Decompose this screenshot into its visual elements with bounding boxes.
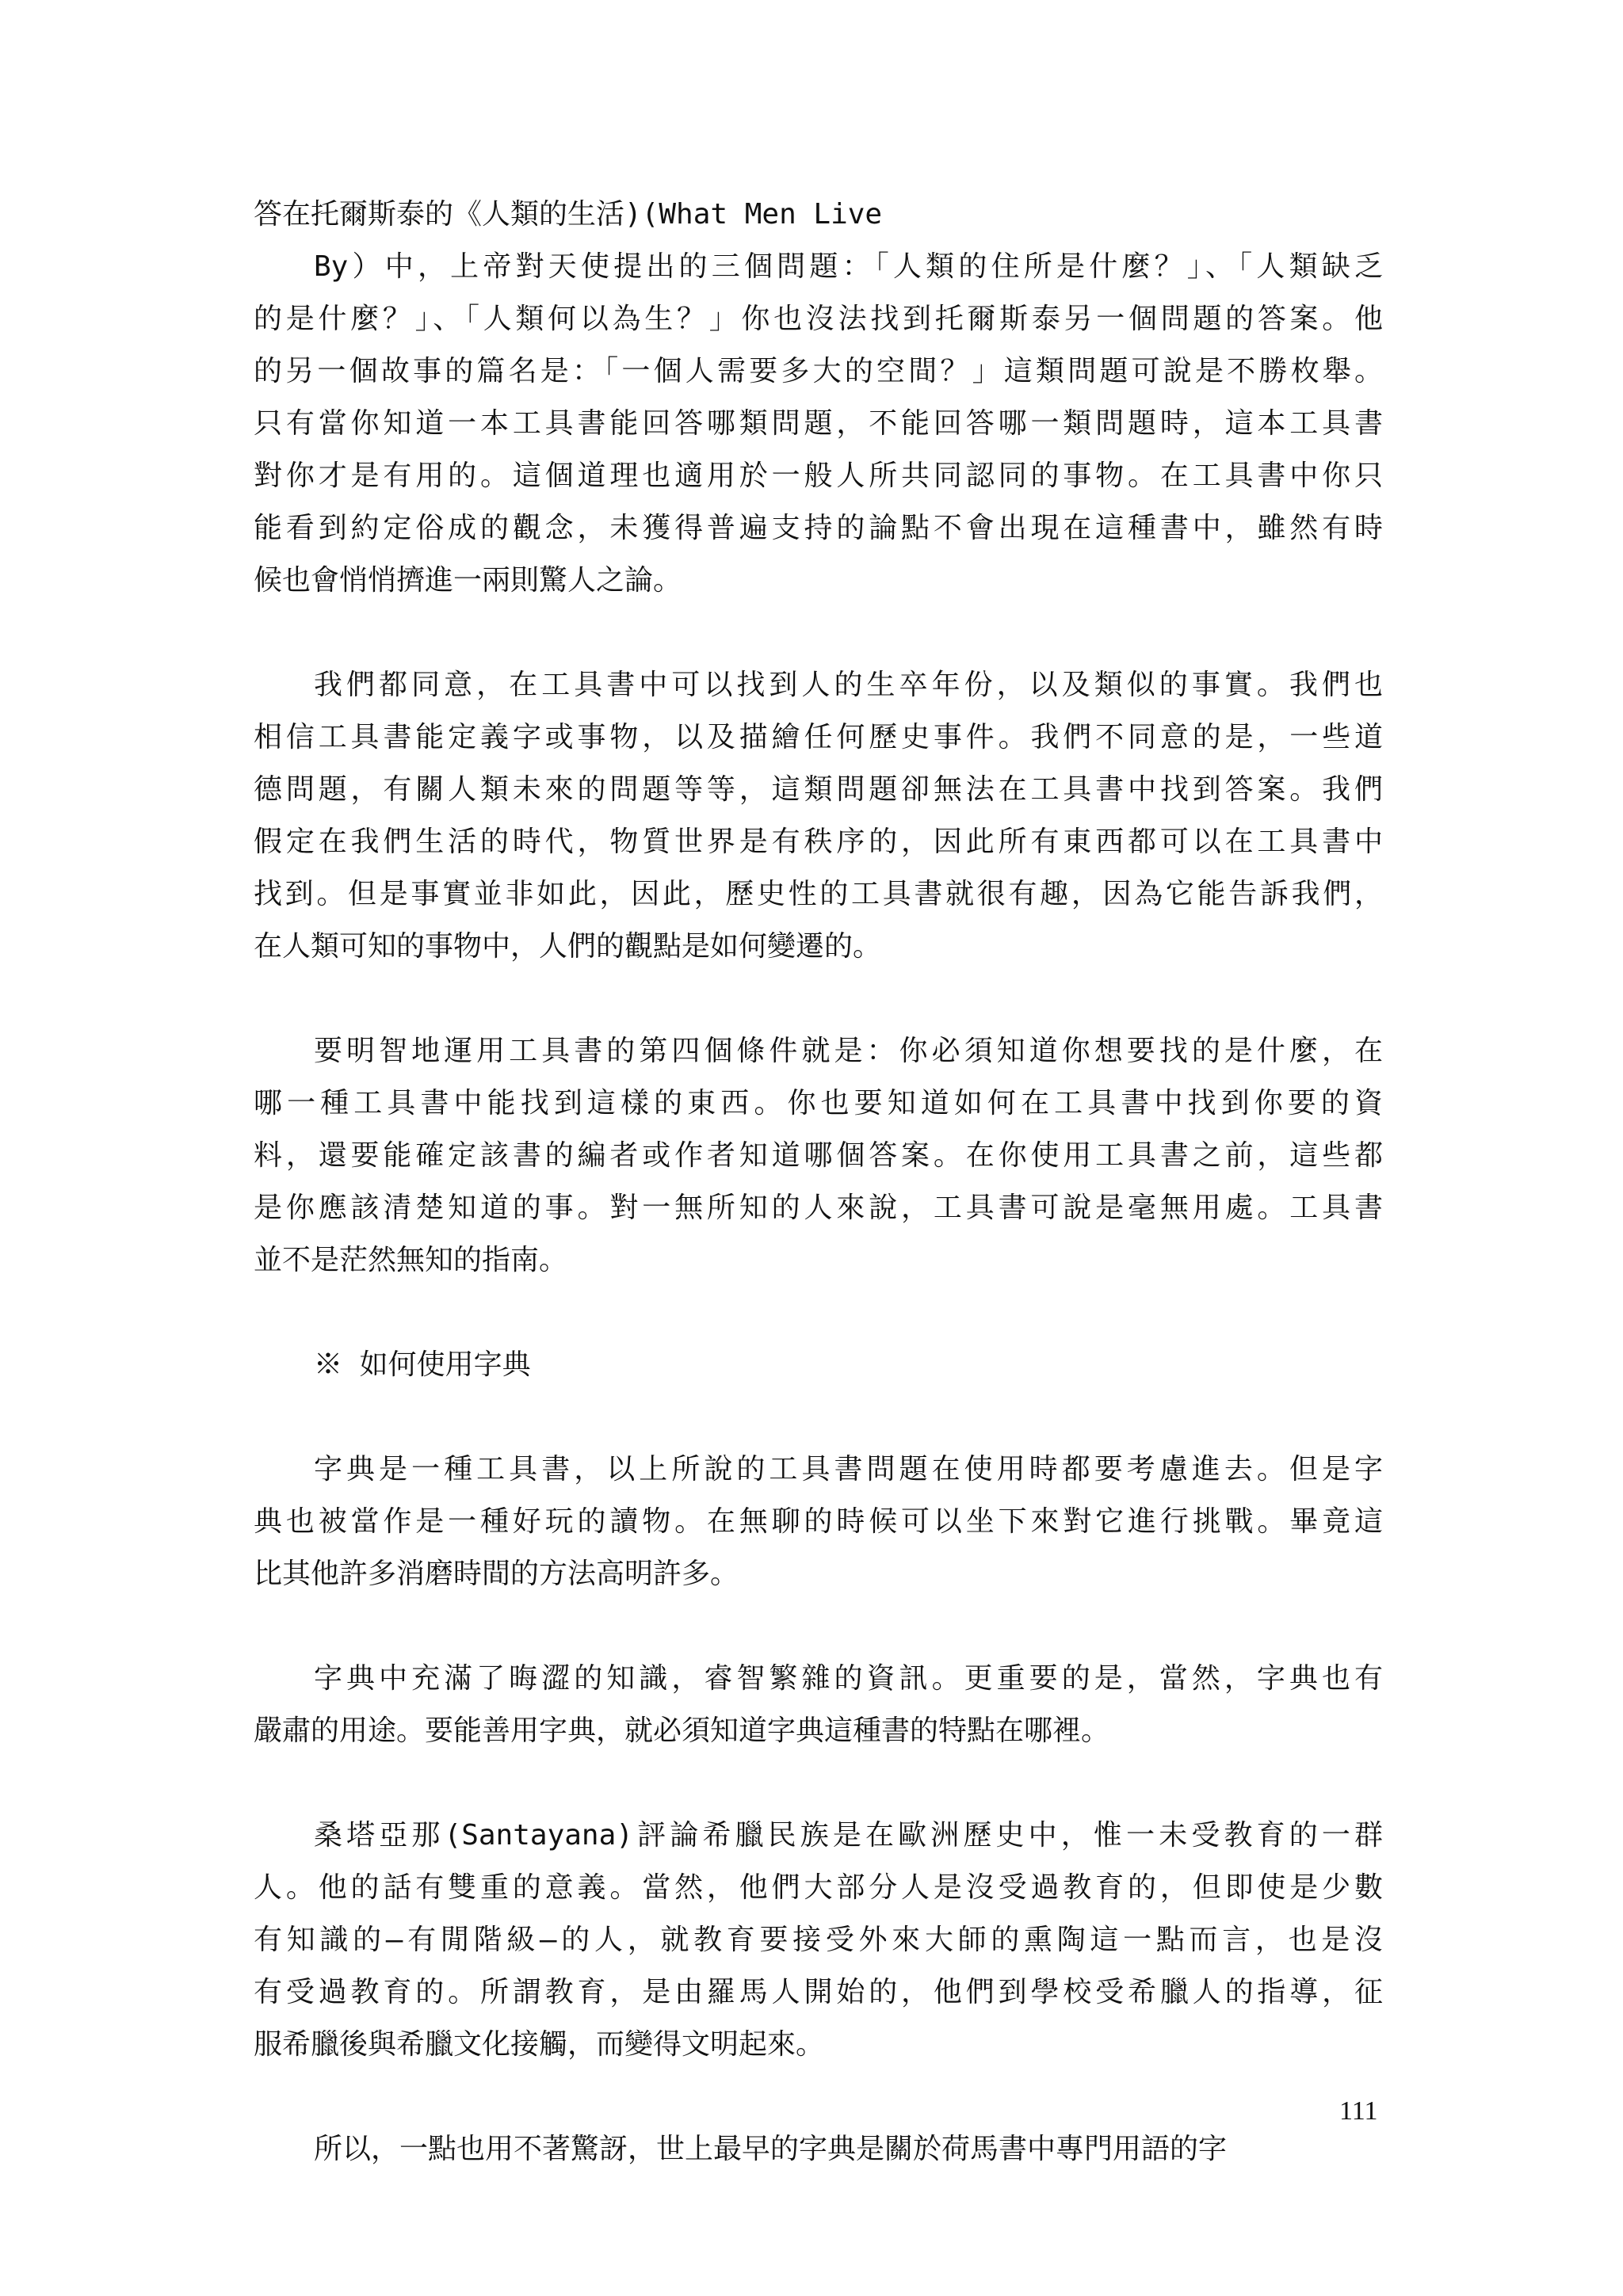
text-line: By）中，上帝對天使提出的三個問題：「人類的住所是什麼？」、「人類缺乏 xyxy=(314,250,1383,283)
paragraph xyxy=(254,659,1383,973)
page-body xyxy=(254,189,1383,2176)
text-line: 能看到約定俗成的觀念，未獲得普遍支持的論點不會出現在這種書中，雖然有時 xyxy=(254,512,1383,544)
paragraph xyxy=(254,1444,1383,1600)
text-line: 是你應該清楚知道的事。對一無所知的人來說，工具書可說是毫無用處。工具書 xyxy=(254,1192,1383,1224)
text-line: 所以，一點也用不著驚訝，世上最早的字典是關於荷馬書中專門用語的字 xyxy=(314,2133,1228,2165)
paragraph xyxy=(254,1025,1383,1287)
text-line: 相信工具書能定義字或事物，以及描繪任何歷史事件。我們不同意的是，一些道 xyxy=(254,721,1383,753)
text-line: 典也被當作是一種好玩的讀物。在無聊的時候可以坐下來對它進行挑戰。畢竟這 xyxy=(254,1505,1383,1538)
paragraph xyxy=(254,1653,1383,1757)
text-line: 字典是一種工具書，以上所說的工具書問題在使用時都要考慮進去。但是字 xyxy=(314,1453,1383,1486)
text-line: 比其他許多消磨時間的方法高明許多。 xyxy=(254,1558,739,1590)
text-line: 德問題，有關人類未來的問題等等，這類問題卻無法在工具書中找到答案。我們 xyxy=(254,773,1383,806)
text-line: 找到。但是事實並非如此，因此，歷史性的工具書就很有趣，因為它能告訴我們， xyxy=(254,878,1383,910)
text-line: 的另一個故事的篇名是：「一個人需要多大的空間？」這類問題可說是不勝枚舉。 xyxy=(254,355,1383,387)
text-line: 我們都同意，在工具書中可以找到人的生卒年份，以及類似的事實。我們也 xyxy=(314,669,1383,701)
text-line: 假定在我們生活的時代，物質世界是有秩序的，因此所有東西都可以在工具書中 xyxy=(254,826,1383,858)
text-line: 的是什麼？」、「人類何以為生？」你也沒法找到托爾斯泰另一個問題的答案。他 xyxy=(254,303,1383,335)
text-line: 候也會悄悄擠進一兩則驚人之論。 xyxy=(254,564,682,597)
paragraph xyxy=(254,2123,1383,2176)
text-line: 只有當你知道一本工具書能回答哪類問題，不能回答哪一類問題時，這本工具書 xyxy=(254,407,1383,440)
text-line: 桑塔亞那(Santayana)評論希臘民族是在歐洲歷史中，惟一未受教育的一群 xyxy=(314,1819,1383,1852)
text-line: 服希臘後與希臘文化接觸，而變得文明起來。 xyxy=(254,2028,825,2061)
text-line: 在人類可知的事物中，人們的觀點是如何變遷的。 xyxy=(254,930,882,963)
text-line: 字典中充滿了晦澀的知識，睿智繁雜的資訊。更重要的是，當然，字典也有 xyxy=(314,1662,1383,1695)
text-line: 並不是茫然無知的指南。 xyxy=(254,1244,568,1276)
text-line: 答在托爾斯泰的《人類的生活)(What Men Live xyxy=(254,198,883,231)
text-line: 要明智地運用工具書的第四個條件就是：你必須知道你想要找的是什麼，在 xyxy=(314,1035,1383,1067)
text-line: 有受過教育的。所謂教育，是由羅馬人開始的，他們到學校受希臘人的指導，征 xyxy=(254,1976,1383,2008)
text-line: 人。他的話有雙重的意義。當然，他們大部分人是沒受過教育的，但即使是少數 xyxy=(254,1871,1383,1904)
text-line: 嚴肅的用途。要能善用字典，就必須知道字典這種書的特點在哪裡。 xyxy=(254,1714,1110,1747)
text-line: 對你才是有用的。這個道理也適用於一般人所共同認同的事物。在工具書中你只 xyxy=(254,460,1383,492)
text-line: 哪一種工具書中能找到這樣的東西。你也要知道如何在工具書中找到你要的資 xyxy=(254,1087,1383,1119)
text-line: 有知識的—有閒階級—的人，就教育要接受外來大師的熏陶這一點而言，也是沒 xyxy=(254,1924,1383,1956)
section-heading: ※ 如何使用字典 xyxy=(314,1348,531,1381)
paragraph xyxy=(254,1810,1383,2071)
text-line: 料，還要能確定該書的編者或作者知道哪個答案。在你使用工具書之前，這些都 xyxy=(254,1139,1383,1172)
page-number: 111 xyxy=(1339,2096,1378,2126)
paragraph xyxy=(254,189,1383,607)
